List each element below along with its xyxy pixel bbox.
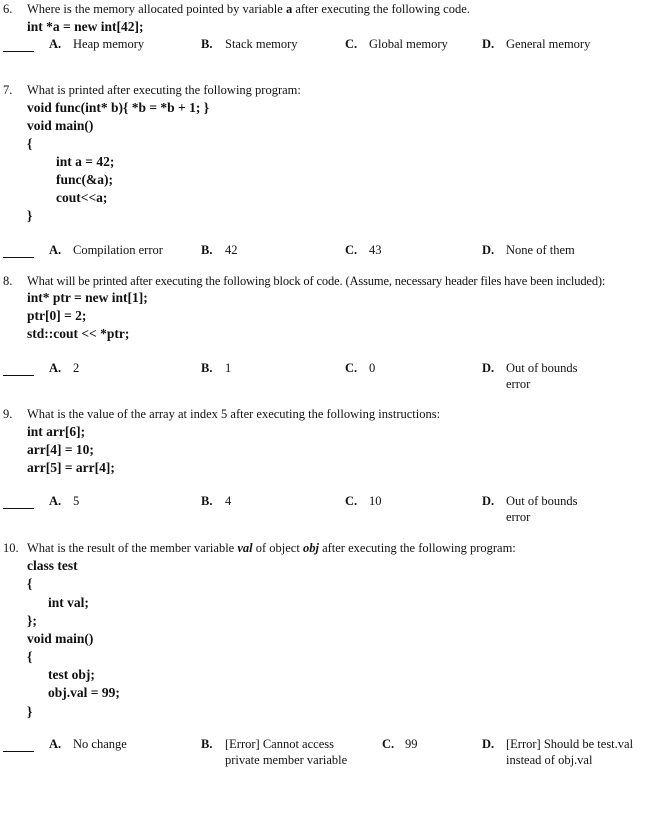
answer-blank[interactable] [3, 508, 34, 509]
code-line: obj.val = 99; [48, 685, 120, 700]
code-line: } [27, 704, 33, 719]
option-text: 2 [73, 361, 80, 375]
answer-blank[interactable] [3, 257, 34, 258]
code-line: int val; [48, 595, 89, 610]
code-line: arr[4] = 10; [27, 442, 94, 457]
option-label: B. [201, 37, 213, 51]
code-line: { [27, 136, 33, 151]
option-label: A. [49, 494, 62, 508]
code-line: } [27, 208, 33, 223]
option-label: D. [482, 37, 495, 51]
question-number: 10. [3, 541, 19, 555]
option-label: B. [201, 361, 213, 375]
option-label: B. [201, 494, 213, 508]
code-line: { [27, 649, 33, 664]
question-prompt: What is the result of the member variable val of object obj after executing the following program: [27, 541, 516, 555]
option-label: D. [482, 243, 495, 257]
question-number: 6. [3, 2, 13, 16]
option-label: D. [482, 361, 495, 375]
code-line: { [27, 576, 33, 591]
code-line: int* ptr = new int[1]; [27, 290, 148, 305]
option-label: C. [382, 737, 395, 751]
question-number: 8. [3, 274, 13, 288]
question-prompt: Where is the memory allocated pointed by variable a after executing the following code. [27, 2, 470, 16]
option-text: Compilation error [73, 243, 163, 257]
option-text: error [506, 377, 531, 391]
option-label: B. [201, 243, 213, 257]
answer-blank[interactable] [3, 375, 34, 376]
code-line: ptr[0] = 2; [27, 308, 87, 323]
code-line: int arr[6]; [27, 424, 86, 439]
option-text: Out of bounds [506, 494, 578, 508]
option-text: Stack memory [225, 37, 298, 51]
option-text: 0 [369, 361, 376, 375]
option-text: Out of bounds [506, 361, 578, 375]
option-text: Heap memory [73, 37, 145, 51]
option-text: 99 [405, 737, 418, 751]
option-label: C. [345, 361, 358, 375]
code-line: void main() [27, 631, 94, 646]
option-label: C. [345, 243, 358, 257]
option-label: C. [345, 37, 358, 51]
option-text: None of them [506, 243, 575, 257]
option-text: 43 [369, 243, 382, 257]
code-line: void main() [27, 118, 94, 133]
code-line: std::cout << *ptr; [27, 326, 130, 341]
option-text: 4 [225, 494, 232, 508]
option-text: 5 [73, 494, 80, 508]
option-text: 10 [369, 494, 382, 508]
code-line: int *a = new int[42]; [27, 19, 144, 34]
option-text: 1 [225, 361, 232, 375]
question-number: 7. [3, 83, 13, 97]
code-line: int a = 42; [56, 154, 115, 169]
option-text: Global memory [369, 37, 448, 51]
option-label: D. [482, 494, 495, 508]
option-label: A. [49, 37, 62, 51]
option-text: instead of obj.val [506, 753, 593, 767]
question-prompt: What is the value of the array at index 5 after executing the following instructions: [27, 407, 441, 421]
answer-blank[interactable] [3, 751, 34, 752]
question-prompt: What will be printed after executing the following block of code. (Assume, necessary header files have been included): [27, 274, 606, 288]
option-text: No change [73, 737, 127, 751]
code-line: class test [27, 558, 78, 573]
option-text: [Error] Cannot access [225, 737, 334, 751]
option-text: error [506, 510, 531, 524]
option-label: A. [49, 737, 62, 751]
option-label: A. [49, 243, 62, 257]
code-line: arr[5] = arr[4]; [27, 460, 115, 475]
option-text: 42 [225, 243, 238, 257]
option-label: D. [482, 737, 495, 751]
option-text: General memory [506, 37, 591, 51]
option-label: B. [201, 737, 213, 751]
code-line: }; [27, 613, 37, 628]
option-text: private member variable [225, 753, 348, 767]
code-line: cout<<a; [56, 190, 108, 205]
question-number: 9. [3, 407, 13, 421]
option-label: A. [49, 361, 62, 375]
answer-blank[interactable] [3, 51, 34, 52]
question-prompt: What is printed after executing the following program: [27, 83, 301, 97]
code-line: func(&a); [56, 172, 113, 187]
option-text: [Error] Should be test.val [506, 737, 634, 751]
code-line: test obj; [48, 667, 95, 682]
code-line: void func(int* b){ *b = *b + 1; } [27, 100, 210, 115]
option-label: C. [345, 494, 358, 508]
